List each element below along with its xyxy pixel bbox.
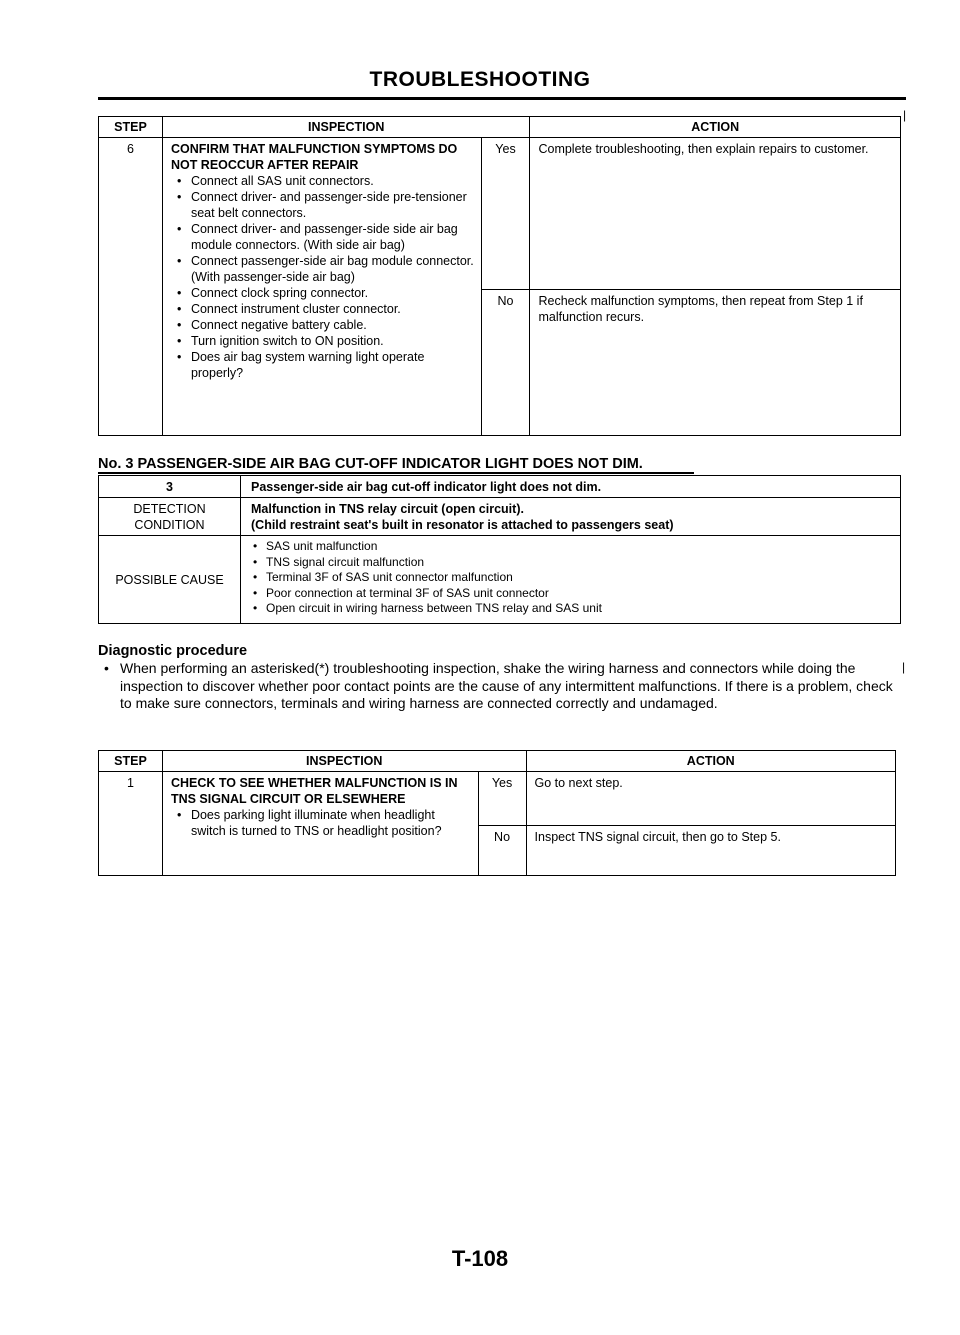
cause-cell xyxy=(241,536,901,624)
header-action: ACTION xyxy=(530,117,901,138)
symptom-number: 3 xyxy=(99,476,241,498)
inspection-title: CHECK TO SEE WHETHER MALFUNCTION IS IN TNS SIGNAL CIRCUIT OR ELSEWHERE xyxy=(170,776,458,806)
header-step: STEP xyxy=(99,117,163,138)
table-row xyxy=(99,138,901,290)
symptom-table xyxy=(98,475,901,624)
inspection-bullet: • Does parking light illuminate when headlight switch is turned to TNS or headlight position? xyxy=(171,807,472,839)
inspection-bullet: • Connect passenger-side air bag module connector. (With passenger-side air bag) xyxy=(171,253,475,285)
margin-mark: | xyxy=(902,660,906,674)
no-action: Recheck malfunction symptoms, then repeat from Step 1 if malfunction recurs. xyxy=(530,290,901,436)
detection-line: (Child restraint seat's built in resonator is attached to passengers seat) xyxy=(251,518,674,532)
cause-item: • Open circuit in wiring harness between TNS relay and SAS unit xyxy=(251,601,892,617)
yes-action: Complete troubleshooting, then explain repairs to customer. xyxy=(530,138,901,290)
diagnostic-text-block xyxy=(98,660,906,713)
title-rule xyxy=(98,97,906,100)
cause-item: • Terminal 3F of SAS unit connector malfunction xyxy=(251,570,892,586)
detection-cell xyxy=(241,498,901,536)
cause-item: • TNS signal circuit malfunction xyxy=(251,555,892,571)
yes-label: Yes xyxy=(481,138,530,290)
diagnostic-text: • When performing an asterisked(*) troubleshooting inspection, shake the wiring harness and connectors while doing the inspection to discover whether poor contact points are the cause of any intermittent malfunctions. If there is a problem, check to make sure connectors, terminals and wiring harness are connected correctly and undamaged. xyxy=(98,660,906,713)
step-number: 6 xyxy=(99,138,163,436)
margin-mark: | xyxy=(903,108,907,122)
inspection-table-step-1 xyxy=(98,750,896,876)
inspection-bullet: • Connect driver- and passenger-side side air bag module connectors. (With side air bag) xyxy=(171,221,475,253)
no-label: No xyxy=(481,290,530,436)
inspection-cell xyxy=(162,138,481,436)
table-row xyxy=(99,772,896,826)
yes-action: Go to next step. xyxy=(526,772,895,826)
step-number: 1 xyxy=(99,772,163,876)
detection-line: Malfunction in TNS relay circuit (open circuit). xyxy=(251,502,524,516)
inspection-bullet: • Turn ignition switch to ON position. xyxy=(171,333,475,349)
table-row xyxy=(99,536,901,624)
table-row xyxy=(99,476,901,498)
table-row xyxy=(99,498,901,536)
table-header-row xyxy=(99,117,901,138)
header-step: STEP xyxy=(99,751,163,772)
section-heading: No. 3 PASSENGER-SIDE AIR BAG CUT-OFF INDICATOR LIGHT DOES NOT DIM. xyxy=(98,456,643,472)
inspection-bullet: • Connect all SAS unit connectors. xyxy=(171,173,475,189)
page-number: T-108 xyxy=(451,1246,509,1271)
header-action: ACTION xyxy=(526,751,895,772)
page-title: TROUBLESHOOTING xyxy=(369,68,591,91)
cause-item: • SAS unit malfunction xyxy=(251,539,892,555)
inspection-table-step-6 xyxy=(98,116,901,436)
inspection-bullet: • Connect driver- and passenger-side pre-tensioner seat belt connectors. xyxy=(171,189,475,221)
symptom-text: Passenger-side air bag cut-off indicator light does not dim. xyxy=(241,476,901,498)
cause-label: POSSIBLE CAUSE xyxy=(99,536,241,624)
inspection-cell xyxy=(162,772,478,876)
inspection-bullet: • Connect negative battery cable. xyxy=(171,317,475,333)
inspection-bullet: • Connect clock spring connector. xyxy=(171,285,475,301)
cause-item: • Poor connection at terminal 3F of SAS unit connector xyxy=(251,586,892,602)
header-inspection: INSPECTION xyxy=(162,751,526,772)
table-header-row xyxy=(99,751,896,772)
inspection-bullet: • Does air bag system warning light operate properly? xyxy=(171,349,475,381)
diagnostic-heading: Diagnostic procedure xyxy=(98,643,248,659)
section-rule xyxy=(98,472,694,474)
header-inspection: INSPECTION xyxy=(162,117,530,138)
yes-label: Yes xyxy=(478,772,526,826)
inspection-title: CONFIRM THAT MALFUNCTION SYMPTOMS DO NOT REOCCUR AFTER REPAIR xyxy=(170,142,458,172)
no-action: Inspect TNS signal circuit, then go to Step 5. xyxy=(526,826,895,876)
no-label: No xyxy=(478,826,526,876)
inspection-bullet: • Connect instrument cluster connector. xyxy=(171,301,475,317)
detection-label: DETECTION CONDITION xyxy=(99,498,241,536)
